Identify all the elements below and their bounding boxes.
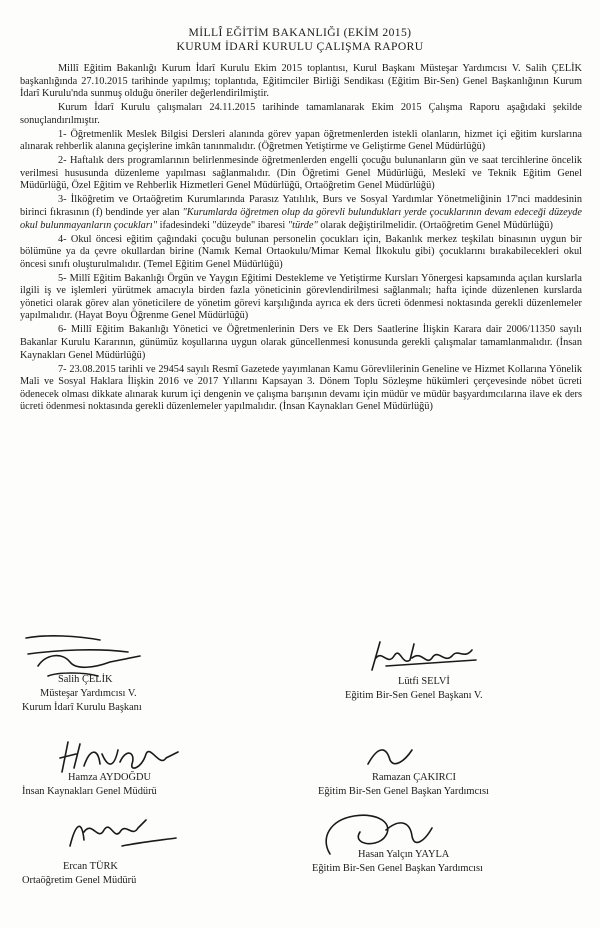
signatory-title: Eğitim Bir-Sen Genel Başkan Yardımcısı (318, 786, 489, 797)
intro-paragraph-2: Kurum İdarî Kurulu çalışmaları 24.11.2015 tarihinde tamamlanarak Ekim 2015 Çalışma Raporu aşağıdaki şekilde sonuçlandırılmıştır. (20, 102, 582, 126)
signatory-name: Hamza AYDOĞDU (68, 772, 152, 783)
signatory-name: Ercan TÜRK (63, 861, 118, 872)
signatory-name: Lütfi SELVİ (398, 676, 450, 687)
signature-ramazan-cakirci (360, 740, 420, 770)
signatory-title: İnsan Kaynakları Genel Müdürü (22, 786, 157, 797)
item-3-text-b: ifadesindeki "düzeyde" ibaresi (157, 219, 288, 231)
report-body (20, 63, 582, 415)
document-subtitle: KURUM İDARİ KURULU ÇALIŞMA RAPORU (176, 40, 424, 53)
signatory-name: Ramazan ÇAKIRCI (372, 772, 456, 783)
item-3 (20, 194, 582, 232)
signature-lutfi-selvi (366, 636, 486, 676)
signatory-title: Kurum İdarî Kurulu Başkanı (22, 702, 142, 713)
item-5: 5- Millî Eğitim Bakanlığı Örgün ve Yaygın Eğitimi Destekleme ve Yetiştirme Kursları Yönergesi kapsamında açılan kurslarla ilgili iş ve işlemleri yürütmek amacıyla birden fazla yöneticinin görevlendirilmesi sağlanmalı; hafta içinde düzenlenen kurslarda yönetici olarak görev alan yöneticilere de yönetim görevi karşılığında ayrıca ek ders ücreti ödenmesi noktasında gerekli düzenlemeler yapılmalıdır. (Hayat Boyu Öğrenme Genel Müdürlüğü) (20, 272, 582, 322)
signature-ercan-turk (62, 812, 182, 852)
item-1: 1- Öğretmenlik Meslek Bilgisi Dersleri alanında görev yapan öğretmenlerden istekli olanların, hizmet içi eğitim kurslarına alınarak rehberlik alanına geçişlerine imkân tanınmalıdır. (Öğretmen Yetiştirme ve Geliştirme Genel Müdürlüğü) (20, 128, 582, 153)
item-3-text-c: olarak değiştirilmelidir. (Ortaöğretim Genel Müdürlüğü) (317, 219, 553, 231)
signatory-title: Ortaöğretim Genel Müdürü (22, 875, 137, 886)
signatory-title: Müsteşar Yardımcısı V. (40, 688, 137, 699)
signatory-name: Salih ÇELİK (58, 674, 113, 685)
document-title: MİLLÎ EĞİTİM BAKANLIĞI (EKİM 2015) (188, 26, 412, 39)
item-7: 7- 23.08.2015 tarihli ve 29454 sayılı Resmî Gazetede yayımlanan Kamu Görevlilerinin Geneline ve Hizmet Kollarına Yönelik Mali ve Sosyal Haklara İlişkin 2016 ve 2017 Yıllarını Kapsayan 3. Dönem Toplu Sözleşme hükümleri çerçevesinde nöbet ücreti ödenecek olması dikkate alınarak kurum içi dengenin ve çalışma barışının devamı için müdür ve müdür başyardımcılarına ilave ek ders ücreti ödenmesi noktasında gerekli düzenlemeler yapılmalıdır. (İnsan Kaynakları Genel Müdürlüğü) (20, 363, 582, 413)
item-6: 6- Millî Eğitim Bakanlığı Yönetici ve Öğretmenlerinin Ders ve Ek Ders Saatlerine İlişkin Karara dair 2006/11350 sayılı Bakanlar Kurulu Kararının, günümüz koşullarına uygun olarak güncellenmesi konusunda gerekli çalışmalar tamamlanmalıdır. (İnsan Kaynakları Genel Müdürlüğü) (20, 324, 582, 361)
item-4: 4- Okul öncesi eğitim çağındaki çocuğu bulunan personelin çocukları için, Bakanlık merkez teşkilatı binasının uygun bir bölümüne ya da çevre okullardan birine (Namık Kemal Ortaokulu/Mimar Kemal İlkokulu gibi) çocuklarını bırakabilecekleri okul öncesi sınıfı oluşturulmalıdır. (Temel Eğitim Genel Müdürlüğü) (20, 233, 582, 270)
intro-paragraph: Millî Eğitim Bakanlığı Kurum İdarî Kurulu Ekim 2015 toplantısı, Kurul Başkanı Müsteşar Yardımcısı V. Salih ÇELİK başkanlığında 27.10.2015 tarihinde yapılmış; toplantıda, Eğitimciler Birliği Sendikası (Eğitim Bir-Sen) Genel Başkanlığının Kurum İdarî Kurulu'nda sunmuş olduğu öneriler değerlendirilmiştir. (20, 63, 582, 100)
item-3-quote: "Kurumlarda öğretmen olup da görevli bulundukları yerde çocuklarının devam edeceği düzeyde okul bulunmayanların çocukları" (20, 207, 582, 231)
signatory-title: Eğitim Bir-Sen Genel Başkan Yardımcısı (312, 863, 483, 874)
item-2: 2- Haftalık ders programlarının belirlenmesinde öğretmenlerden engelli çocuğu bulunanların gün ve saat tercihlerine öncelik verilmesi hususunda düzenleme yapılması sağlanmalıdır. (Din Öğretimi Genel Müdürlüğü, Meslekî ve Teknik Eğitim Genel Müdürlüğü, Özel Eğitim ve Rehberlik Hizmetleri Genel Müdürlüğü, Ortaöğretim Genel Müdürlüğü) (20, 155, 582, 192)
item-3-quote-2: "türde" (287, 219, 318, 231)
signatory-name: Hasan Yalçın YAYLA (358, 849, 450, 860)
item-3-text-a: 3- İlköğretim ve Ortaöğretim Kurumlarında Parasız Yatılılık, Burs ve Sosyal Yardımlar Yönetmeliğinin 17'nci maddesinin birinci fıkrasının (f) bendinde yer alan (20, 194, 582, 219)
signatory-title: Eğitim Bir-Sen Genel Başkanı V. (345, 690, 483, 701)
